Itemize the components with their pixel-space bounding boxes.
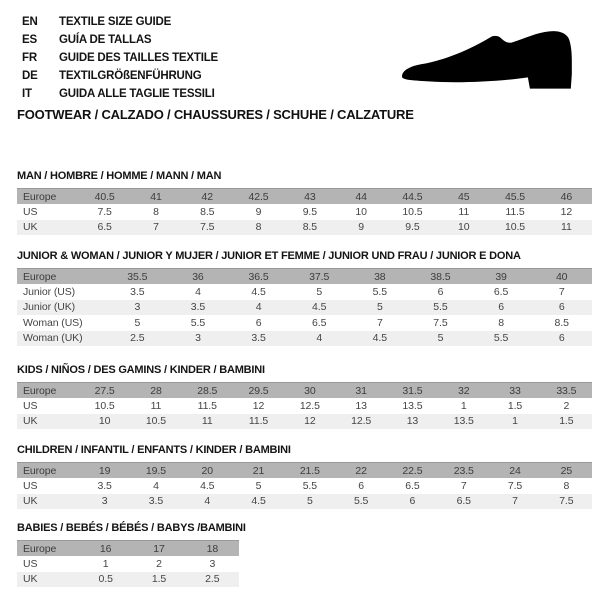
size-cell: 3.5 [251, 332, 266, 345]
table-row [17, 541, 239, 557]
size-cell: 12 [560, 205, 573, 218]
size-cell: 3 [195, 332, 201, 345]
size-cell: 4.5 [251, 495, 266, 508]
size-cell: 5 [306, 495, 313, 508]
size-cell: 5.5 [190, 316, 206, 329]
size-cell: 3.5 [130, 285, 145, 298]
size-cell: 5.5 [493, 332, 509, 345]
size-cell: 37.5 [309, 270, 330, 283]
size-tables [17, 0, 592, 600]
size-cell: 20 [201, 464, 213, 477]
size-cell: 11.5 [505, 205, 525, 218]
size-table-section-children [17, 444, 592, 509]
size-cell: 9 [255, 205, 262, 218]
size-cell: 2 [563, 399, 570, 412]
row-label: US [23, 557, 38, 570]
size-cell: 6.5 [405, 479, 420, 492]
size-cell: 5 [134, 316, 141, 329]
row-label: Europe [23, 464, 57, 477]
language-code: DE [22, 70, 38, 82]
size-cell: 3 [209, 557, 216, 570]
size-table-kids [17, 382, 592, 429]
size-cell: 3.5 [190, 301, 206, 314]
size-cell: 6.5 [312, 316, 327, 329]
size-cell: 28.5 [197, 384, 218, 397]
size-cell: 41 [150, 190, 162, 203]
size-cell: 4.5 [251, 285, 266, 298]
language-label: GUIDA ALLE TAGLIE TESSILI [59, 88, 215, 100]
size-table-man [17, 188, 592, 235]
size-cell: 6 [558, 301, 565, 314]
size-cell: 8.5 [200, 205, 215, 218]
size-cell: 13 [355, 399, 367, 412]
row-label: UK [23, 221, 38, 234]
size-cell: 6.5 [456, 495, 471, 508]
size-cell: 10.5 [94, 399, 115, 412]
size-cell: 3.5 [148, 495, 164, 508]
row-label: Europe [23, 384, 57, 397]
size-cell: 8 [563, 479, 570, 492]
size-cell: 22.5 [402, 464, 423, 477]
size-cell: 7.5 [200, 221, 215, 234]
size-cell: 22 [355, 464, 367, 477]
row-label: Junior (UK) [23, 301, 75, 314]
size-cell: 19 [98, 464, 111, 477]
size-cell: 24 [509, 464, 521, 477]
table-row [17, 398, 592, 414]
row-label: Woman (UK) [23, 332, 83, 345]
table-title: JUNIOR & WOMAN / JUNIOR Y MUJER / JUNIOR ET FEMME / JUNIOR UND FRAU / JUNIOR E DONA [17, 250, 521, 262]
row-label: UK [23, 495, 38, 508]
size-cell: 8 [153, 205, 159, 218]
size-cell: 2.5 [130, 332, 145, 345]
size-cell: 10.5 [145, 415, 166, 428]
language-code: IT [22, 88, 32, 100]
category-header: FOOTWEAR / CALZADO / CHAUSSURES / SCHUHE / CALZATURE [17, 107, 414, 122]
size-cell: 36.5 [248, 270, 269, 283]
size-cell: 19.5 [145, 464, 166, 477]
table-title: CHILDREN / INFANTIL / ENFANTS / KINDER / BAMBINI [17, 444, 291, 456]
size-cell: 0.5 [98, 573, 113, 586]
size-cell: 6 [437, 285, 444, 298]
size-cell: 5 [316, 285, 323, 298]
size-cell: 9 [358, 221, 364, 234]
size-cell: 9.5 [405, 221, 420, 234]
size-cell: 7 [460, 479, 467, 492]
size-cell: 4 [204, 495, 211, 508]
size-cell: 8.5 [302, 221, 317, 234]
size-cell: 4 [153, 479, 159, 492]
size-cell: 5.5 [302, 479, 317, 492]
size-cell: 5 [376, 301, 383, 314]
size-cell: 5.5 [433, 301, 448, 314]
size-cell: 4 [195, 285, 201, 298]
size-cell: 11 [201, 415, 213, 428]
size-cell: 38.5 [430, 270, 451, 283]
table-title: BABIES / BEBÉS / BÉBÉS / BABYS /BAMBINI [17, 522, 246, 534]
size-cell: 7 [153, 221, 159, 234]
size-cell: 9.5 [302, 205, 317, 218]
size-cell: 7.5 [97, 205, 112, 218]
size-cell: 11.5 [197, 399, 217, 412]
size-cell: 6 [409, 495, 416, 508]
size-cell: 11 [150, 399, 162, 412]
size-cell: 45.5 [505, 190, 526, 203]
size-table-section-junior-woman [17, 250, 592, 346]
size-cell: 36 [192, 270, 204, 283]
size-cell: 5 [255, 479, 262, 492]
size-table-section-kids [17, 364, 592, 429]
size-cell: 6 [255, 316, 262, 329]
row-label: Junior (US) [23, 285, 75, 298]
table-title: MAN / HOMBRE / HOMME / MANN / MAN [17, 170, 222, 182]
size-cell: 33 [509, 384, 521, 397]
size-cell: 45 [457, 190, 470, 203]
language-code: EN [22, 16, 38, 28]
size-cell: 10 [457, 221, 470, 234]
size-cell: 21 [252, 464, 265, 477]
size-cell: 4.5 [312, 301, 327, 314]
table-row [17, 300, 592, 316]
size-cell: 4.5 [372, 332, 387, 345]
size-cell: 4 [316, 332, 323, 345]
row-label: Europe [23, 542, 57, 555]
size-cell: 6.5 [493, 285, 509, 298]
language-label: TEXTILE SIZE GUIDE [59, 16, 172, 28]
size-cell: 5.5 [372, 285, 387, 298]
row-label: UK [23, 415, 38, 428]
size-cell: 7 [376, 316, 383, 329]
size-cell: 40.5 [94, 190, 115, 203]
size-table-babies [17, 540, 239, 587]
size-cell: 4 [255, 301, 262, 314]
size-cell: 38 [374, 270, 386, 283]
table-row [17, 478, 592, 494]
size-cell: 13.5 [402, 399, 423, 412]
size-cell: 2.5 [205, 573, 220, 586]
size-cell: 10.5 [402, 205, 423, 218]
table-row [17, 269, 592, 285]
size-cell: 17 [153, 542, 165, 555]
size-cell: 12.5 [299, 399, 320, 412]
table-row [17, 284, 592, 300]
size-cell: 39 [495, 270, 507, 283]
size-cell: 1.5 [151, 573, 167, 586]
size-cell: 43 [304, 190, 316, 203]
row-label: US [23, 399, 38, 412]
table-row [17, 383, 592, 399]
size-cell: 27.5 [94, 384, 115, 397]
size-cell: 46 [560, 190, 573, 203]
size-cell: 31 [355, 384, 367, 397]
size-cell: 3 [134, 301, 141, 314]
size-cell: 6 [358, 479, 364, 492]
language-label: TEXTILGRÖßENFÜHRUNG [59, 70, 202, 82]
size-cell: 5 [437, 332, 444, 345]
size-cell: 42 [201, 190, 213, 203]
size-cell: 42.5 [248, 190, 269, 203]
size-cell: 7.5 [559, 495, 574, 508]
size-cell: 7.5 [507, 479, 523, 492]
size-cell: 13 [406, 415, 419, 428]
size-cell: 12 [304, 415, 316, 428]
size-cell: 6 [558, 332, 565, 345]
size-cell: 5.5 [353, 495, 369, 508]
row-label: UK [23, 573, 38, 586]
size-cell: 3.5 [97, 479, 112, 492]
row-label: Europe [23, 270, 57, 283]
table-row [17, 556, 239, 572]
size-cell: 28 [150, 384, 162, 397]
size-cell: 1.5 [559, 415, 574, 428]
size-cell: 10 [355, 205, 367, 218]
size-cell: 8.5 [554, 316, 569, 329]
size-cell: 8 [255, 221, 262, 234]
size-table-section-babies [17, 522, 592, 587]
table-row [17, 414, 592, 430]
row-label: US [23, 205, 38, 218]
size-cell: 7.5 [433, 316, 448, 329]
size-cell: 6.5 [97, 221, 112, 234]
size-cell: 7 [512, 495, 518, 508]
size-cell: 12.5 [351, 415, 372, 428]
size-cell: 18 [206, 542, 219, 555]
row-label: US [23, 479, 38, 492]
table-row [17, 220, 592, 236]
size-cell: 44 [355, 190, 367, 203]
size-cell: 8 [498, 316, 504, 329]
size-cell: 1 [460, 399, 467, 412]
size-cell: 31.5 [402, 384, 423, 397]
table-row [17, 494, 592, 510]
language-code: FR [22, 52, 37, 64]
size-cell: 23.5 [453, 464, 474, 477]
size-cell: 21.5 [299, 464, 320, 477]
size-cell: 30 [304, 384, 316, 397]
size-cell: 35.5 [127, 270, 148, 283]
size-cell: 44.5 [402, 190, 423, 203]
size-cell: 7 [558, 285, 565, 298]
size-cell: 16 [99, 542, 112, 555]
language-code: ES [22, 34, 37, 46]
table-title: KIDS / NIÑOS / DES GAMINS / KINDER / BAMBINI [17, 364, 265, 376]
size-cell: 1 [102, 557, 109, 570]
table-row [17, 315, 592, 331]
table-row [17, 572, 239, 588]
size-table-junior-woman [17, 268, 592, 346]
size-cell: 11.5 [248, 415, 269, 428]
size-cell: 6 [498, 301, 504, 314]
size-cell: 11 [560, 221, 572, 234]
size-cell: 10.5 [505, 221, 526, 234]
size-table-section-man [17, 170, 592, 235]
size-cell: 1.5 [507, 399, 523, 412]
size-cell: 11 [458, 205, 470, 218]
size-cell: 33.5 [556, 384, 577, 397]
size-cell: 10 [98, 415, 111, 428]
size-cell: 2 [156, 557, 162, 570]
size-cell: 32 [457, 384, 470, 397]
table-row [17, 463, 592, 479]
language-label: GUÍA DE TALLAS [59, 34, 152, 46]
table-row [17, 189, 592, 205]
size-cell: 13.5 [453, 415, 474, 428]
language-label: GUIDE DES TAILLES TEXTILE [59, 52, 218, 64]
size-cell: 3 [101, 495, 108, 508]
size-cell: 40 [555, 270, 568, 283]
table-row [17, 331, 592, 347]
size-cell: 29.5 [248, 384, 269, 397]
row-label: Woman (US) [23, 316, 83, 329]
size-cell: 25 [560, 464, 573, 477]
size-cell: 1 [512, 415, 518, 428]
table-row [17, 204, 592, 220]
size-table-children [17, 462, 592, 509]
row-label: Europe [23, 190, 57, 203]
size-cell: 12 [252, 399, 265, 412]
size-cell: 4.5 [200, 479, 215, 492]
